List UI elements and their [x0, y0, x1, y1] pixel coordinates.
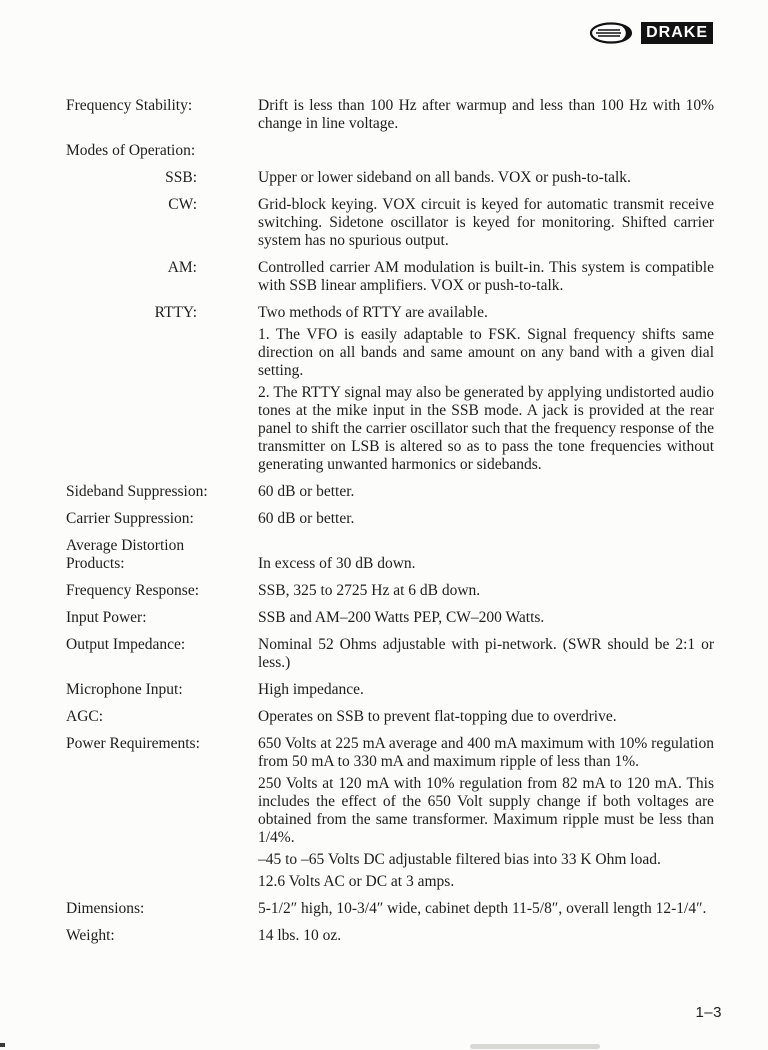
spec-paragraph: Upper or lower sideband on all bands. VOX or push-to-talk.	[258, 169, 631, 186]
spec-description	[258, 927, 714, 945]
spec-description	[258, 582, 714, 600]
spec-description	[258, 609, 714, 627]
spec-description	[258, 900, 714, 918]
spec-label: Sideband Suppression:	[66, 483, 208, 500]
spec-label: Input Power:	[66, 609, 147, 626]
spec-paragraph: 2. The RTTY signal may also be generated by applying undistorted audio tones at the mike input in the SSB mode. A jack is provided at the rear panel to shift the carrier oscillator such that the frequency response of the transmitter on LSB is altered so as to pass the tone frequencies without generating unwanted harmonics or sidebands.	[258, 384, 714, 473]
spec-paragraph: Nominal 52 Ohms adjustable with pi-network. (SWR should be 2:1 or less.)	[258, 636, 714, 671]
spec-label: Frequency Stability:	[66, 97, 193, 114]
spec-label	[66, 537, 258, 573]
drake-wordmark: DRAKE	[641, 22, 713, 44]
spec-row	[66, 304, 714, 474]
spec-label: AM:	[167, 259, 197, 276]
spec-row	[66, 681, 714, 699]
spec-label: Dimensions:	[66, 900, 145, 917]
spec-description	[258, 483, 714, 501]
spec-description	[258, 708, 714, 726]
drake-logo	[590, 21, 713, 45]
spec-paragraph: Drift is less than 100 Hz after warmup and less than 100 Hz with 10% change in line voltage.	[258, 97, 714, 132]
spec-row	[66, 708, 714, 726]
spec-row	[66, 169, 714, 187]
spec-description	[258, 304, 714, 474]
spec-paragraph: SSB and AM–200 Watts PEP, CW–200 Watts.	[258, 609, 545, 626]
spec-label-line: Average Distortion	[66, 537, 185, 554]
spec-paragraph: 5-1/2″ high, 10-3/4″ wide, cabinet depth 11-5/8″, overall length 12-1/4″.	[258, 900, 707, 917]
spec-row	[66, 609, 714, 627]
spec-paragraph: 250 Volts at 120 mA with 10% regulation from 82 mA to 120 mA. This includes the effect of the 650 Volt supply change if both voltages are obtained from the same transformer. Maximum ripple must be less than 1/4%.	[258, 775, 714, 846]
spec-paragraph: 12.6 Volts AC or DC at 3 amps.	[258, 873, 455, 890]
spec-row	[66, 259, 714, 295]
spec-row	[66, 510, 714, 528]
spec-description	[258, 169, 714, 187]
spec-label: Power Requirements:	[66, 735, 200, 752]
spec-label: Microphone Input:	[66, 681, 183, 698]
spec-label: Output Impedance:	[66, 636, 186, 653]
spec-paragraph: 60 dB or better.	[258, 510, 355, 527]
spec-paragraph: In excess of 30 dB down.	[258, 555, 416, 572]
spec-row	[66, 196, 714, 250]
scan-smudge	[470, 1044, 600, 1049]
spec-label: CW:	[168, 196, 197, 213]
spec-row	[66, 582, 714, 600]
spec-label: Frequency Response:	[66, 582, 200, 599]
spec-description	[258, 681, 714, 699]
spec-row	[66, 636, 714, 672]
spec-row	[66, 927, 714, 945]
spec-row	[66, 483, 714, 501]
spec-row	[66, 735, 714, 891]
spec-paragraph: –45 to –65 Volts DC adjustable filtered bias into 33 K Ohm load.	[258, 851, 661, 868]
spec-paragraph: SSB, 325 to 2725 Hz at 6 dB down.	[258, 582, 481, 599]
spec-paragraph: 1. The VFO is easily adaptable to FSK. Signal frequency shifts same direction on all bands and same amount on any band with a given dial setting.	[258, 326, 714, 379]
spec-label: Modes of Operation:	[66, 142, 196, 159]
spec-label: Carrier Suppression:	[66, 510, 194, 527]
spec-label: AGC:	[66, 708, 104, 725]
spec-row	[66, 97, 714, 133]
spec-label: RTTY:	[154, 304, 197, 321]
page-number: 1–3	[695, 1004, 722, 1021]
spec-description	[258, 97, 714, 133]
spec-row	[66, 142, 714, 160]
specs-list	[66, 97, 714, 954]
spec-paragraph: High impedance.	[258, 681, 364, 698]
spec-label: SSB:	[165, 169, 197, 186]
spec-label-line: Products:	[66, 555, 125, 572]
spec-paragraph: Controlled carrier AM modulation is built-in. This system is compatible with SSB linear amplifiers. VOX or push-to-talk.	[258, 259, 714, 294]
spec-row	[66, 537, 714, 573]
spec-description	[258, 735, 714, 891]
spec-description	[258, 555, 714, 573]
drake-emblem-icon	[590, 21, 636, 45]
spec-description	[258, 259, 714, 295]
spec-paragraph: 650 Volts at 225 mA average and 400 mA maximum with 10% regulation from 50 mA to 330 mA and maximum ripple of less than 1%.	[258, 735, 714, 770]
spec-paragraph: 14 lbs. 10 oz.	[258, 927, 342, 944]
spec-paragraph: Two methods of RTTY are available.	[258, 304, 488, 321]
spec-row	[66, 900, 714, 918]
spec-paragraph: Operates on SSB to prevent flat-topping due to overdrive.	[258, 708, 617, 725]
spec-label: Weight:	[66, 927, 115, 944]
spec-paragraph: Grid-block keying. VOX circuit is keyed for automatic transmit receive switching. Sidetone oscillator is keyed for monitoring. Shifted carrier system has no spurious output.	[258, 196, 714, 249]
spec-description	[258, 636, 714, 672]
spec-description	[258, 196, 714, 250]
spec-paragraph: 60 dB or better.	[258, 483, 355, 500]
spec-description	[258, 510, 714, 528]
